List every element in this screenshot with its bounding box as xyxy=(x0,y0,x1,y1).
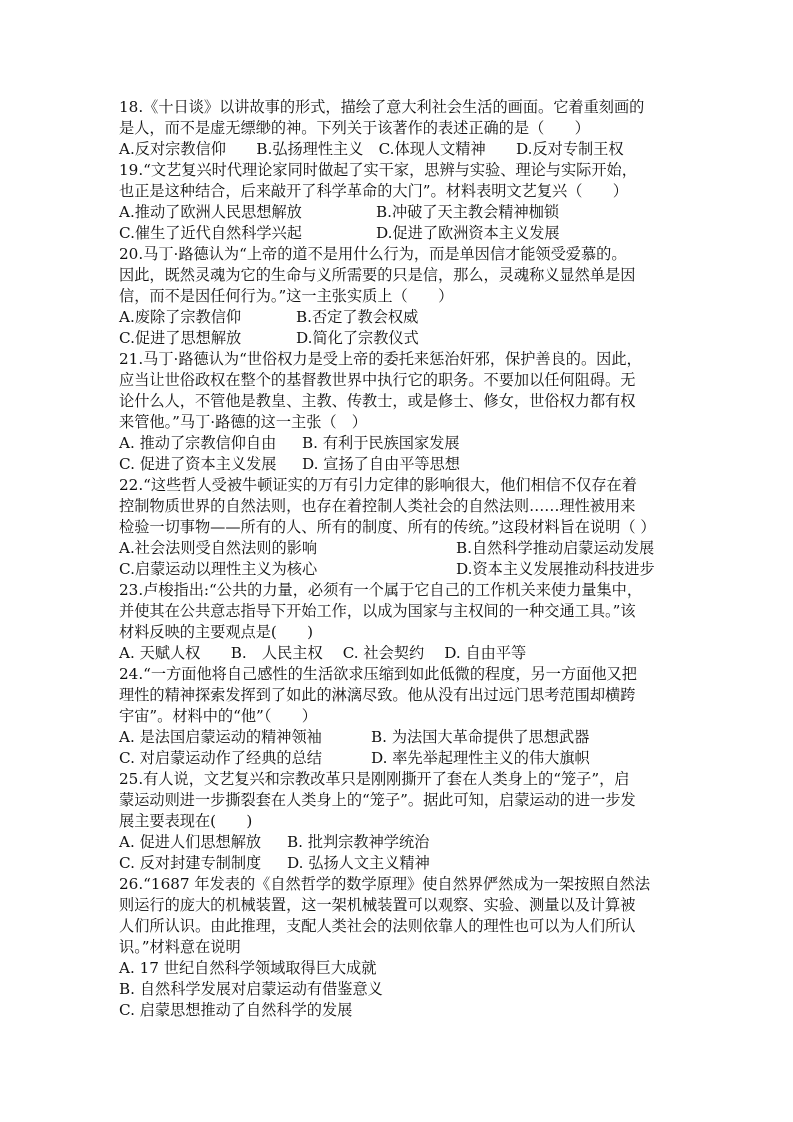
question-stem-line: 24.“一方面他将自己感性的生活欲求压缩到如此低微的程度，另一方面他又把 xyxy=(119,665,637,683)
answer-option: B.自然科学推动启蒙运动发展 xyxy=(456,539,655,557)
question-stem-line: 人们所认识。由此推理，支配人类社会的法则依靠人的理性也可以为人们所认 xyxy=(119,917,636,935)
answer-options-line: A. 天赋人权 B. 人民主权 C. 社会契约 D. 自由平等 xyxy=(119,644,527,662)
question-stem-line: 材料反映的主要观点是( ) xyxy=(119,623,314,641)
question-stem-line: 是人，而不是虚无缥缈的神。下列关于该著作的表述正确的是（ ） xyxy=(119,119,590,137)
answer-option: A. 17 世纪自然科学领域取得巨大成就 xyxy=(119,959,377,977)
answer-option: D.简化了宗教仪式 xyxy=(296,329,419,347)
question-stem-line: 蒙运动则进一步撕裂套在人类身上的“笼子”。据此可知，启蒙运动的进一步发 xyxy=(119,791,636,809)
question-stem-line: 控制物质世界的自然法则，也存在着控制人类社会的自然法则……理性被用来 xyxy=(119,497,636,515)
answer-option: B. 批判宗教神学统治 xyxy=(287,833,430,851)
question-stem-line: 23.卢梭指出:“公共的力量，必须有一个属于它自己的工作机关来使力量集中， xyxy=(119,581,643,599)
answer-option: A.废除了宗教信仰 xyxy=(119,308,242,326)
question-stem-line: 20.马丁·路德认为“上帝的道不是用什么行为，而是单因信才能领受爱慕的。 xyxy=(119,245,627,263)
answer-option: C. 反对封建专制制度 xyxy=(119,854,262,872)
answer-option: D. 宣扬了自由平等思想 xyxy=(302,455,460,473)
question-stem-line: 应当让世俗政权在整个的基督教世界中执行它的职务。不要加以任何阻碍。无 xyxy=(119,371,636,389)
question-stem-line: 并使其在公共意志指导下开始工作，以成为国家与主权间的一种交通工具。”该 xyxy=(119,602,636,620)
answer-option: D.资本主义发展推动科技进步 xyxy=(456,560,655,578)
answer-options-line: A.反对宗教信仰 B.弘扬理性主义 C.体现人文精神 D.反对专制王权 xyxy=(119,140,624,158)
question-stem-line: 宇宙”。材料中的“他”（ ） xyxy=(119,707,317,725)
question-stem-line: 因此，既然灵魂为它的生命与义所需要的只是信，那么，灵魂称义显然单是因 xyxy=(119,266,636,284)
answer-option: A. 是法国启蒙运动的精神领袖 xyxy=(119,728,322,746)
question-stem-line: 18.《十日谈》以讲故事的形式，描绘了意大利社会生活的画面。它着重刻画的 xyxy=(119,98,645,116)
answer-option: B. 自然科学发展对启蒙运动有借鉴意义 xyxy=(119,980,383,998)
question-stem-line: 25.有人说，文艺复兴和宗教改革只是刚刚撕开了套在人类身上的“笼子”，启 xyxy=(119,770,630,788)
question-stem-line: 来管他。”马丁·路德的这一主张（ ） xyxy=(119,413,367,431)
answer-option: C. 促进了资本主义发展 xyxy=(119,455,277,473)
answer-option: A. 促进人们思想解放 xyxy=(119,833,262,851)
answer-option: A.推动了欧洲人民思想解放 xyxy=(119,203,302,221)
question-stem-line: 则运行的庞大的机械装置，这一架机械装置可以观察、实验、测量以及计算被 xyxy=(119,896,636,914)
answer-option: C.催生了近代自然科学兴起 xyxy=(119,224,302,242)
question-stem-line: 26.“1687 年发表的《自然哲学的数学原理》使自然界俨然成为一架按照自然法 xyxy=(119,875,651,893)
answer-option: C. 对启蒙运动作了经典的总结 xyxy=(119,749,322,767)
question-stem-line: 理性的精神探索发挥到了如此的淋漓尽致。他从没有出过远门思考范围却横跨 xyxy=(119,686,636,704)
question-stem-line: 检验一切事物——所有的人、所有的制度、所有的传统。”这段材料旨在说明（ ） xyxy=(119,518,656,536)
question-stem-line: 展主要表现在( ) xyxy=(119,812,253,830)
question-stem-line: 信，而不是因任何行为。”这一主张实质上（ ） xyxy=(119,287,454,305)
answer-option: C.启蒙运动以理性主义为核心 xyxy=(119,560,318,578)
answer-option: D.促进了欧洲资本主义发展 xyxy=(376,224,560,242)
question-stem-line: 21.马丁·路德认为“世俗权力是受上帝的委托来惩治奸邪，保护善良的。因此， xyxy=(119,350,642,368)
answer-option: B.冲破了天主教会精神枷锁 xyxy=(376,203,560,221)
answer-option: B. 为法国大革命提供了思想武器 xyxy=(371,728,590,746)
question-stem-line: 也正是这种结合，后来敲开了科学革命的大门”。材料表明文艺复兴（ ） xyxy=(119,182,628,200)
question-stem-line: 识。”材料意在说明 xyxy=(119,938,241,956)
answer-option: A.社会法则受自然法则的影响 xyxy=(119,539,318,557)
answer-option: B.否定了教会权威 xyxy=(296,308,419,326)
answer-option: C. 启蒙思想推动了自然科学的发展 xyxy=(119,1001,353,1019)
question-stem-line: 19.“文艺复兴时代理论家同时做起了实干家，思辨与实验、理论与实际开始， xyxy=(119,161,637,179)
answer-option: B. 有利于民族国家发展 xyxy=(302,434,460,452)
answer-option: D. 弘扬人文主义精神 xyxy=(287,854,430,872)
answer-option: D. 率先举起理性主义的伟大旗帜 xyxy=(371,749,590,767)
answer-option: A. 推动了宗教信仰自由 xyxy=(119,434,277,452)
question-stem-line: 论什么人，不管他是教皇、主教、传教士，或是修士、修女，世俗权力都有权 xyxy=(119,392,636,410)
answer-option: C.促进了思想解放 xyxy=(119,329,242,347)
question-stem-line: 22.“这些哲人受被牛顿证实的万有引力定律的影响很大，他们相信不仅存在着 xyxy=(119,476,637,494)
